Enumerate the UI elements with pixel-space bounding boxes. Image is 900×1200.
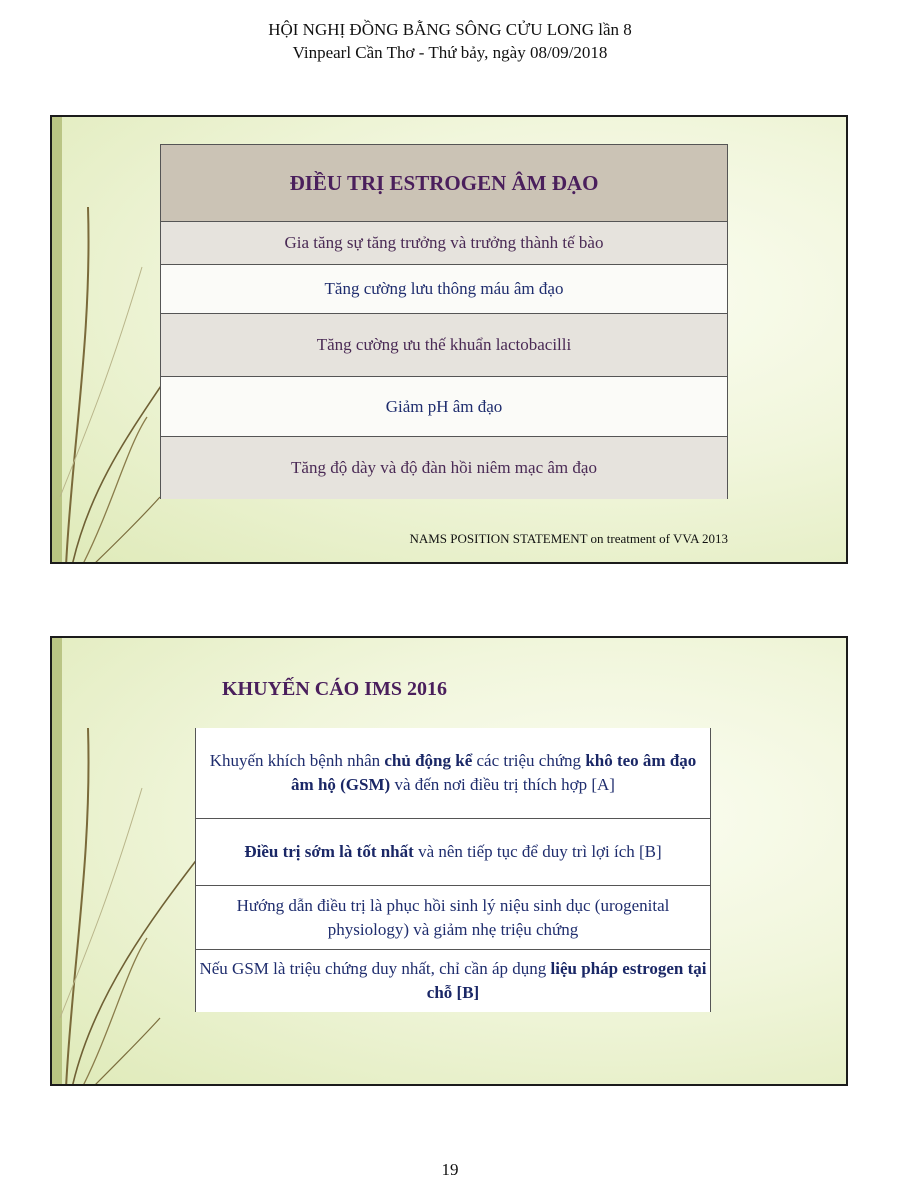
estrogen-effects-table bbox=[160, 144, 728, 499]
table-row: Giảm pH âm đạo bbox=[160, 377, 728, 437]
conference-venue-date: Vinpearl Cần Thơ - Thứ bảy, ngày 08/09/2018 bbox=[292, 43, 608, 62]
slide-ims-recommendations bbox=[50, 636, 848, 1086]
recommendation-text: Hướng dẫn điều trị là phục hồi sinh lý niệu sinh dục (urogenital physiology) và giảm nhẹ triệu chứng bbox=[236, 895, 670, 939]
row-emphasis: Điều trị sớm là tốt nhất bbox=[244, 842, 414, 861]
row-emphasis: khô teo âm đạo âm hộ (GSM) bbox=[291, 751, 697, 794]
page-header bbox=[0, 18, 900, 64]
row-emphasis: chủ động kể bbox=[384, 751, 473, 770]
table-border-left bbox=[160, 144, 161, 499]
source-citation: NAMS POSITION STATEMENT on treatment of VVA 2013 bbox=[409, 531, 728, 546]
table-row bbox=[195, 950, 711, 1012]
slide-estrogen-therapy bbox=[50, 115, 848, 564]
row-text: Nếu GSM là triệu chứng duy nhất, chỉ cần áp dụng bbox=[199, 959, 551, 978]
table-title: ĐIỀU TRỊ ESTROGEN ÂM ĐẠO bbox=[160, 144, 728, 222]
table-row: Tăng độ dày và độ đàn hồi niêm mạc âm đạo bbox=[160, 437, 728, 499]
slide-title: KHUYẾN CÁO IMS 2016 bbox=[222, 678, 448, 700]
row-text: và đến nơi điều trị thích hợp [A] bbox=[390, 775, 615, 794]
row-text: các triệu chứng bbox=[472, 751, 586, 770]
ims-recommendations-table bbox=[195, 728, 711, 1012]
table-row: Tăng cường ưu thế khuẩn lactobacilli bbox=[160, 314, 728, 377]
recommendation-text bbox=[244, 840, 661, 864]
table-row: Tăng cường lưu thông máu âm đạo bbox=[160, 265, 728, 314]
table-border-right bbox=[710, 728, 711, 1012]
row-text: và nên tiếp tục để duy trì lợi ích [B] bbox=[413, 842, 662, 861]
recommendation-text bbox=[199, 749, 707, 797]
page-number: 19 bbox=[441, 1160, 459, 1179]
table-border-left bbox=[195, 728, 196, 1012]
table-border-right bbox=[727, 144, 728, 499]
table-row bbox=[195, 819, 711, 886]
table-row bbox=[195, 886, 711, 950]
row-text: Khuyến khích bệnh nhân bbox=[209, 751, 385, 770]
recommendation-text bbox=[199, 957, 707, 1005]
conference-title: HỘI NGHỊ ĐỒNG BẰNG SÔNG CỬU LONG lần 8 bbox=[268, 20, 632, 39]
row-emphasis: liệu pháp estrogen tại chỗ [B] bbox=[426, 959, 707, 1002]
table-row bbox=[195, 728, 711, 819]
table-row: Gia tăng sự tăng trưởng và trưởng thành tế bào bbox=[160, 222, 728, 265]
